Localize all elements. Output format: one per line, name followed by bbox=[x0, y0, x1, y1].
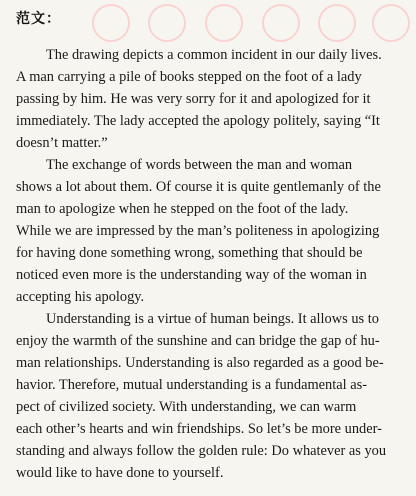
watermark-stamp bbox=[368, 0, 415, 46]
text-line: enjoy the warmth of the sunshine and can bridge the gap of hu- bbox=[16, 333, 380, 349]
text-line: for having done something wrong, something that should be bbox=[16, 245, 363, 261]
text-line: man to apologize when he stepped on the foot of the lady. bbox=[16, 201, 349, 217]
text-line: Understanding is a virtue of human beings. It allows us to bbox=[46, 311, 379, 327]
watermark-stamp bbox=[88, 0, 135, 46]
paragraph bbox=[16, 308, 402, 484]
essay-heading: 范文： bbox=[16, 11, 61, 27]
text-line: doesn’t matter.” bbox=[16, 135, 108, 151]
essay-body bbox=[16, 44, 402, 484]
text-line: man relationships. Understanding is also regarded as a good be- bbox=[16, 355, 384, 371]
text-line: havior. Therefore, mutual understanding is a fundamental as- bbox=[16, 377, 367, 393]
text-line: each other’s hearts and win friendships. So let’s be more under- bbox=[16, 421, 382, 437]
text-line: accepting his apology. bbox=[16, 289, 145, 305]
paragraph bbox=[16, 44, 402, 154]
text-line: noticed even more is the understanding way of the woman in bbox=[16, 267, 367, 283]
text-line: immediately. The lady accepted the apology politely, saying “It bbox=[16, 113, 380, 129]
text-line: pect of civilized society. With understanding, we can warm bbox=[16, 399, 357, 415]
text-line: standing and always follow the golden rule: Do whatever as you bbox=[16, 443, 387, 459]
watermark-stamp bbox=[144, 0, 191, 46]
text-line: A man carrying a pile of books stepped on the foot of a lady bbox=[16, 69, 362, 85]
watermark-stamp bbox=[314, 0, 361, 46]
text-line: would like to have done to yourself. bbox=[16, 465, 224, 481]
text-line: The exchange of words between the man and woman bbox=[46, 157, 353, 173]
text-line: While we are impressed by the man’s politeness in apologizing bbox=[16, 223, 380, 239]
watermark-stamp bbox=[201, 0, 248, 46]
text-line: passing by him. He was very sorry for it and apologized for it bbox=[16, 91, 371, 107]
text-line: shows a lot about them. Of course it is quite gentlemanly of the bbox=[16, 179, 381, 195]
paragraph bbox=[16, 154, 402, 308]
watermark-stamp bbox=[258, 0, 305, 46]
text-line: The drawing depicts a common incident in our daily lives. bbox=[46, 47, 382, 63]
